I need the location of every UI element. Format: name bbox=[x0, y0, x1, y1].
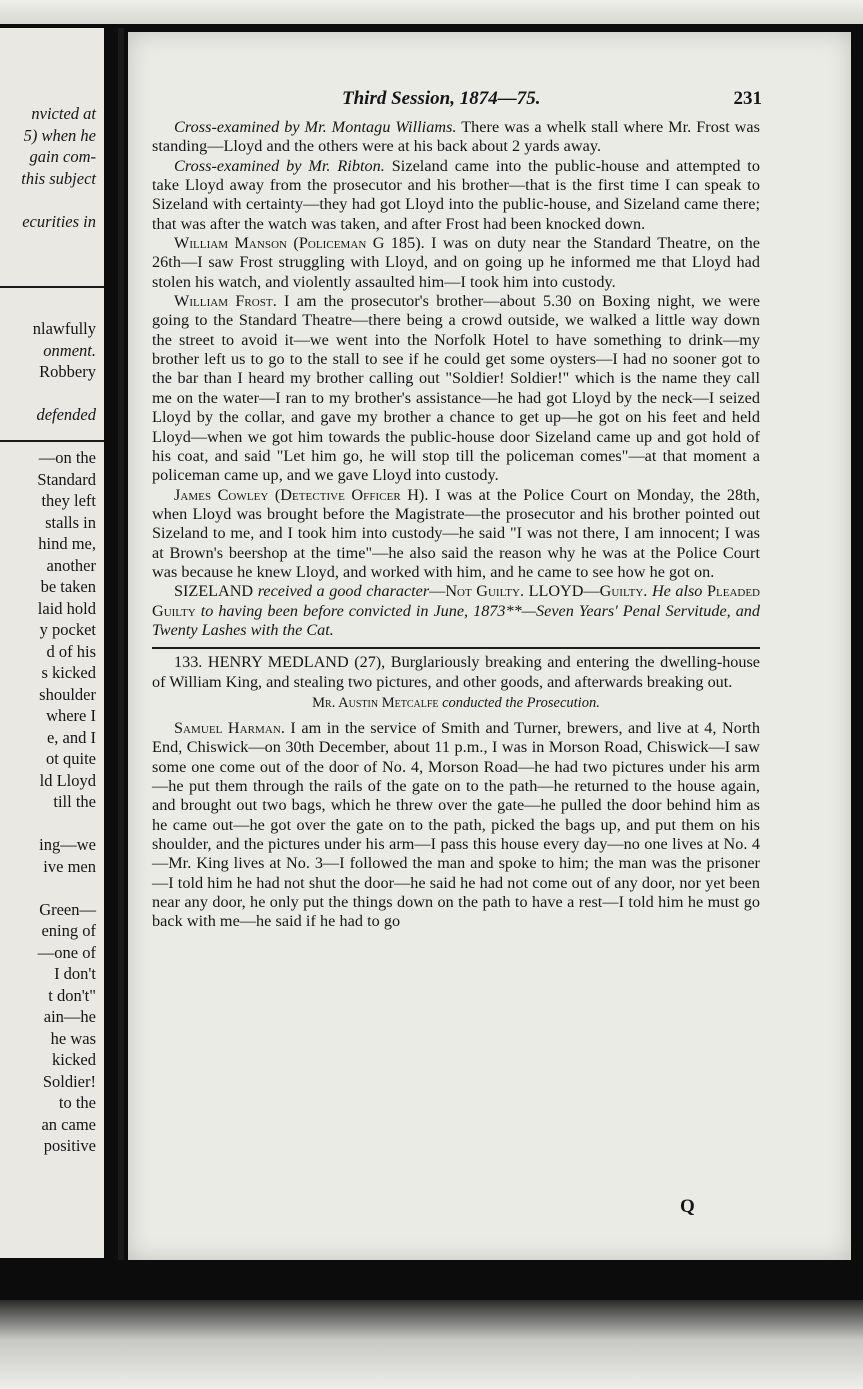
paragraph-lead: Cross-examined by Mr. Montagu Williams. bbox=[174, 118, 457, 136]
verdict-sentence: to having been before convicted in June, 1873**—Seven Years' Penal Servitude, and Twenty Lashes with the Cat. bbox=[152, 601, 760, 639]
left-page-line: kicked bbox=[52, 1050, 96, 1069]
paragraph-lead: Cross-examined by Mr. Ribton. bbox=[174, 156, 385, 175]
left-page-line: nlawfully bbox=[32, 319, 96, 338]
paragraph-body: I am the prosecutor's brother—about 5.30 on Boxing night, we were going to the Standard Theatre—there being a crowd outside, we walked a little way down the street to avoid it—we went into the Norfolk Hotel to have something to drink—my brother left us to go to the stall to see if he could get some oysters—I had no sooner got to the bar than I heard my brother calling out "Soldier! Soldier!" which is the name they call me on the water—I ran to my brother's assistance—he had got Lloyd by the neck—I seized Lloyd by the collar, and gave my brother a chance to get up—he got on his feet and held Lloyd—when we got him towards the public-house door Sizeland came up and got hold of his coat, and said "Let him go, he will stop till the policeman comes"—at that moment a policeman came up, and we gave Lloyd into custody. bbox=[152, 292, 760, 485]
left-page-line: ive men bbox=[43, 856, 96, 876]
scan-bottom-edge bbox=[0, 1300, 863, 1389]
verdict-pleaded: Pleaded Guilty bbox=[152, 582, 760, 620]
counsel-name: Mr. Austin Metcalfe bbox=[312, 694, 439, 711]
left-page-line: ening of bbox=[41, 921, 96, 940]
counsel-role: conducted the Prosecution. bbox=[438, 694, 600, 711]
verdict-name-2: LLOYD— bbox=[524, 582, 600, 601]
left-page-line: be taken bbox=[40, 577, 96, 596]
counsel-line bbox=[152, 694, 760, 713]
paragraph-lead: James Cowley (Detective Officer H). bbox=[174, 485, 429, 504]
case-heading bbox=[152, 653, 760, 692]
left-page-rule bbox=[0, 440, 104, 442]
verdict-character: received a good character bbox=[253, 582, 430, 601]
paragraph-harman bbox=[152, 719, 760, 932]
paragraph-body: There was a whelk stall where Mr. Frost was standing—Lloyd and the others were at his back about 2 yards away. bbox=[152, 118, 760, 156]
left-page-line: Standard bbox=[37, 469, 96, 489]
paragraph-lead: William Frost. bbox=[174, 292, 277, 311]
left-page-line: Robbery bbox=[39, 362, 96, 381]
left-page-line: gain com- bbox=[29, 147, 96, 166]
left-page-line: ecurities in bbox=[22, 211, 96, 231]
left-page-line: 5) when he bbox=[23, 125, 96, 145]
left-page-line: shoulder bbox=[39, 684, 96, 704]
left-page-line: positive bbox=[43, 1136, 96, 1155]
page-content bbox=[152, 88, 760, 932]
left-page-line: ain—he bbox=[43, 1007, 96, 1026]
left-page-line: till the bbox=[53, 792, 96, 811]
left-page-line: he was bbox=[50, 1028, 96, 1048]
paragraph-body: Sizeland came into the public-house and attempted to take Lloyd away from the prosecutor and his brother—that is the first time I can speak to Sizeland with certainty—they had got Lloyd into the public-house, and Sizeland came there; that was after the watch was taken, and after Frost had been knocked down. bbox=[152, 156, 760, 233]
left-page-rule bbox=[0, 286, 104, 288]
scan-top-edge bbox=[0, 0, 863, 24]
running-header bbox=[152, 88, 760, 118]
left-page-line: where I bbox=[46, 706, 96, 725]
case-number-name: 133. HENRY MEDLAND (27), bbox=[174, 653, 386, 672]
left-page-line: stalls in bbox=[45, 512, 96, 532]
paragraph-body: I am in the service of Smith and Turner, brewers, and live at 4, North End, Chiswick—on 30th December, about 11 p.m., I was in Morson Road, Chiswick—I saw some one come out of the door of No. 4, Morson Road—he had two pictures under his arm—he put them through the rails of the gate on to the path—he returned to the house again, and brought out two bags, which he threw over the gate—he pulled the door behind him as he came out—he got over the gate on to the path, picked the bags up, and put them on his shoulder, and the pictures under his arm—I pass this house every day—no one lives at No. 4—Mr. King lives at No. 3—I followed the man and spoke to him; the man was the prisoner—I told him he had not shut the door—he said he had not come out of any door, nor yet been near any door, he only put the things down on the path to have a rest—I told him he must go back with me—he said if he had to go bbox=[152, 718, 760, 931]
page-gutter bbox=[118, 28, 124, 1260]
left-page-line: Green— bbox=[39, 899, 96, 919]
left-page-line: another bbox=[46, 555, 96, 575]
paragraph-lead: Samuel Harman. bbox=[174, 718, 285, 737]
verdict bbox=[152, 582, 760, 640]
left-page-line: e, and I bbox=[46, 727, 96, 747]
left-page-line: ld Lloyd bbox=[39, 770, 96, 790]
left-page-line: Soldier! bbox=[42, 1071, 96, 1091]
left-page-line: y pocket bbox=[39, 620, 96, 639]
left-page-line: I don't bbox=[54, 964, 96, 983]
page-number: 231 bbox=[733, 88, 762, 109]
paragraph-manson bbox=[152, 234, 760, 292]
verdict-not-guilty: —Not Guilty. bbox=[429, 582, 524, 601]
verdict-guilty: Guilty. bbox=[599, 582, 648, 601]
paragraph-lead: William Manson (Policeman G 185). bbox=[174, 234, 425, 253]
left-page-line: to the bbox=[58, 1093, 96, 1112]
header-title: Third Session, 1874—75. bbox=[342, 88, 541, 109]
left-page-line: s kicked bbox=[41, 663, 96, 682]
left-page-line: ing—we bbox=[39, 835, 96, 854]
left-page-line: defended bbox=[36, 405, 96, 424]
paragraph-cowley bbox=[152, 486, 760, 583]
verdict-name: SIZELAND bbox=[174, 582, 254, 601]
case-divider bbox=[152, 647, 760, 649]
verdict-also: He also bbox=[651, 582, 707, 601]
paragraph-frost bbox=[152, 292, 760, 485]
signature-mark: Q bbox=[680, 1196, 695, 1217]
case-charge: Burglariously breaking and entering the dwelling-house of William King, and stealing two pictures, and other goods, and afterwards breaking out. bbox=[152, 653, 760, 691]
left-page-line: d of his bbox=[46, 641, 96, 661]
paragraph-body: I was on duty near the Standard Theatre, on the 26th—I saw Frost struggling with Lloyd, and on going up he informed me that Lloyd had stolen his watch, and violently assaulted him—I took him into custody. bbox=[152, 234, 761, 291]
left-page-line: they left bbox=[41, 491, 96, 510]
left-page-line: ot quite bbox=[46, 749, 96, 768]
left-page-line: an came bbox=[41, 1114, 96, 1134]
left-page-line: hind me, bbox=[38, 534, 96, 553]
left-page-fragment bbox=[0, 28, 104, 1258]
left-page-line: nvicted at bbox=[31, 104, 96, 123]
paragraph-body: I was at the Police Court on Monday, the 28th, when Lloyd was brought before the Magistrate—the prosecutor and his brother pointed out Sizeland to me, and I took him into custody—he said "I was not there, I am innocent; I was at Brown's beershop at the time"—he also said the reason why he was at the Police Court was because he knew Lloyd, and worked with him, and he came to see how he got on. bbox=[152, 485, 760, 581]
left-page-line: onment. bbox=[43, 340, 96, 360]
paragraph-cross-williams bbox=[152, 118, 760, 157]
left-page-line: —one of bbox=[37, 942, 96, 962]
left-page-line: t don't" bbox=[48, 985, 96, 1005]
left-page-line: laid hold bbox=[37, 598, 96, 618]
left-page-line: —on the bbox=[38, 448, 96, 467]
left-page-line: this subject bbox=[21, 168, 96, 188]
paragraph-cross-ribton bbox=[152, 157, 760, 234]
